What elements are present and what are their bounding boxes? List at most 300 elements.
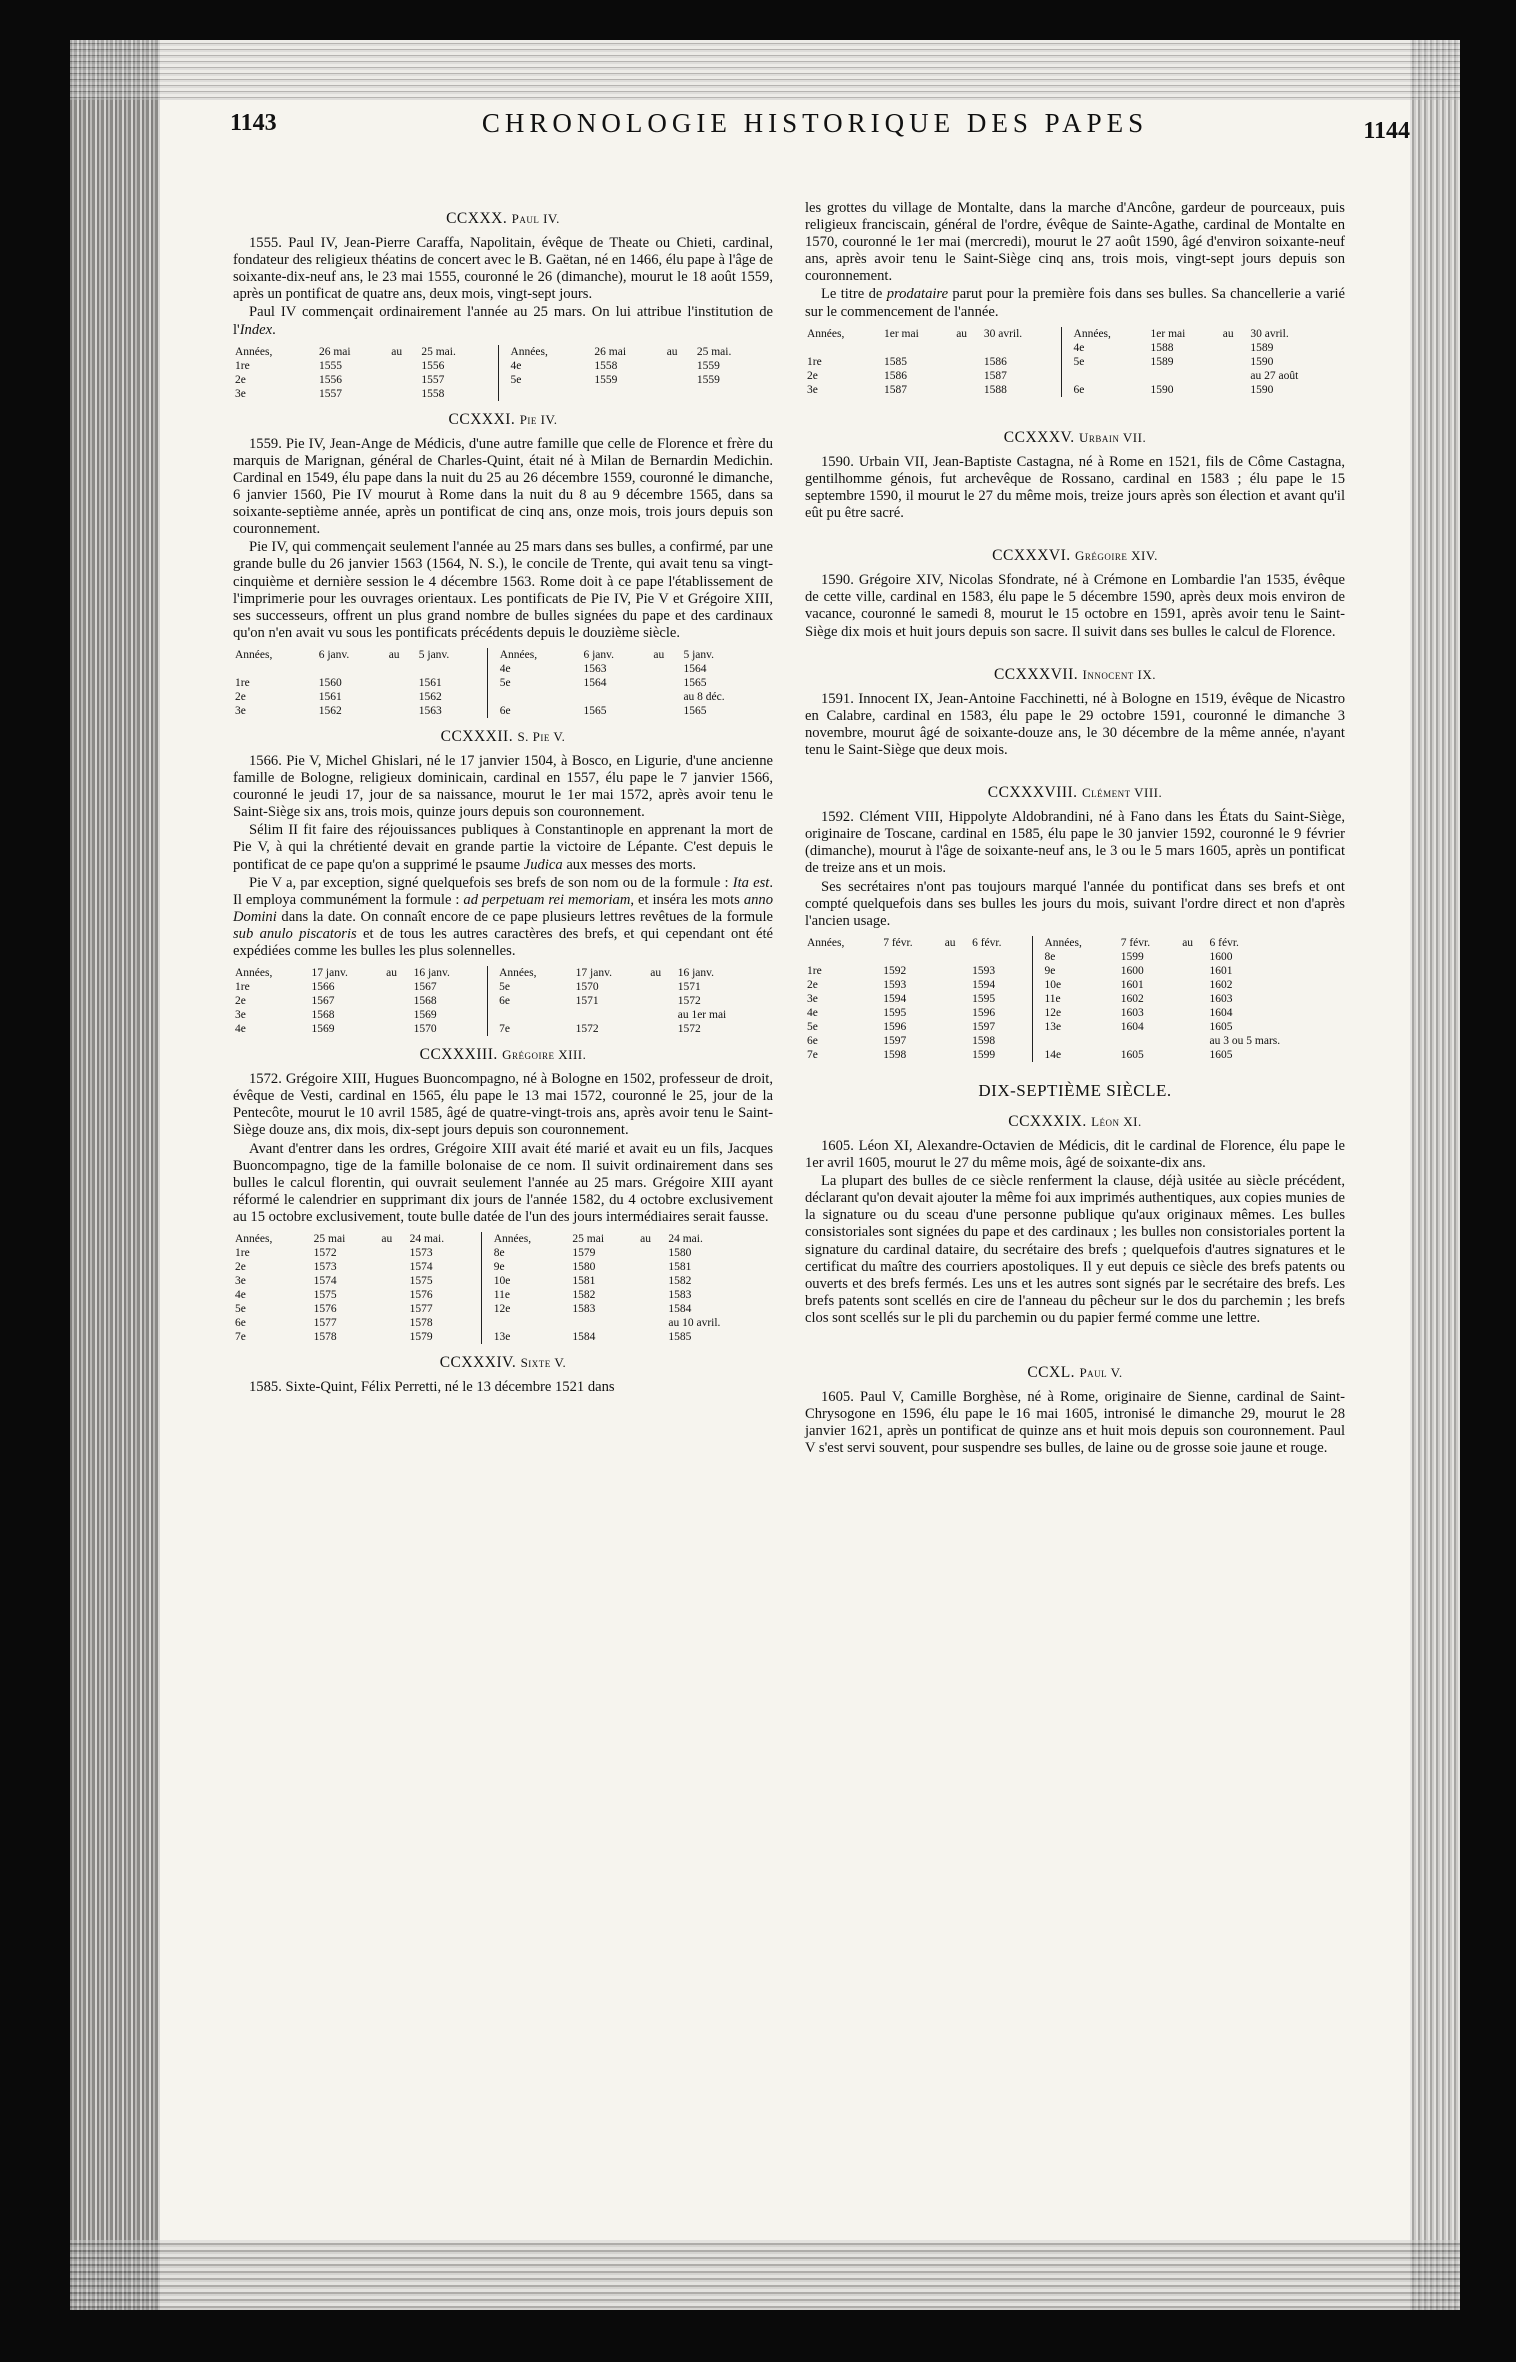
table-cell <box>417 662 488 676</box>
table-cell: 1582 <box>668 1275 692 1288</box>
table-cell: 1569 <box>413 1009 437 1022</box>
table-header-cell: 1er mai <box>1150 327 1186 340</box>
table-cell: 12e <box>493 1303 511 1316</box>
section-ccxxxii <box>233 728 773 1036</box>
paragraph: 1605. Léon XI, Alexandre-Octavien de Médicis, dit le cardinal de Florence, élu pape le 1er avril 1605, mourut le 27 du même mois, âgé de soixante-dix ans. <box>805 1138 1345 1172</box>
column-divider <box>487 1022 497 1036</box>
table-header-cell: 6 janv. <box>583 648 614 661</box>
table-cell <box>943 1020 970 1034</box>
table-header-cell: au <box>391 345 403 358</box>
section-heading: CCXXXV. Urbain VII. <box>1003 428 1147 446</box>
table-cell <box>638 1246 666 1260</box>
table-cell: 13e <box>1044 1020 1062 1033</box>
table-header-row <box>233 648 773 662</box>
table-cell: 13e <box>493 1331 511 1344</box>
table-row <box>805 964 1345 978</box>
column-divider <box>1032 978 1042 992</box>
table-cell: 6e <box>235 1317 246 1330</box>
table-cell: 1573 <box>409 1247 433 1260</box>
page-number-right: 1144 <box>1363 118 1410 144</box>
section-heading: CCXXX. Paul IV. <box>446 210 560 227</box>
table-cell <box>1180 1006 1207 1020</box>
table-cell: 1590 <box>1150 383 1174 396</box>
section-ccxxxiv-continued <box>805 200 1345 397</box>
table-cell <box>384 1022 411 1036</box>
table-cell: 1582 <box>572 1289 596 1302</box>
table-cell <box>1149 369 1221 383</box>
table-cell: 9e <box>1044 964 1056 977</box>
table-cell <box>648 994 675 1008</box>
table-cell: 2e <box>807 978 818 991</box>
table-cell: 1577 <box>409 1303 433 1316</box>
table-cell: 1563 <box>583 662 607 675</box>
paragraph: 1590. Grégoire XIV, Nicolas Sfondrate, né à Crémone en Lombardie l'an 1535, évêque de cette ville, cardinal en 1583, élu pape le 5 décembre 1590, après deux mois environ de vacance, couronné le samedi 8, mourut le 15 octobre en 1591, après avoir tenu le Saint-Siège dix mois et huit jours depuis son sacre. Il suivit dans ses bulles le calcul de Florence. <box>805 572 1345 640</box>
table-row <box>233 1246 773 1260</box>
table-header-cell: au <box>666 345 678 358</box>
table-cell <box>233 662 317 676</box>
table-header-cell: 16 janv. <box>413 967 450 980</box>
dates-table <box>805 936 1345 1062</box>
table-cell: 1594 <box>972 978 996 991</box>
table-cell: 5e <box>499 676 511 689</box>
table-header-cell: au <box>1222 327 1234 340</box>
table-cell: 1562 <box>418 690 442 703</box>
table-header-cell: 30 avril. <box>983 327 1023 340</box>
table-row <box>233 1008 773 1022</box>
table-cell: 1595 <box>972 992 996 1005</box>
table-cell <box>379 1302 407 1316</box>
table-cell <box>389 373 419 387</box>
table-cell <box>970 950 1032 964</box>
table-cell: 3e <box>235 1009 246 1022</box>
table-cell: 5e <box>1073 355 1085 368</box>
table-header-cell: 25 mai <box>313 1233 346 1246</box>
table-header-cell: Années, <box>235 1233 273 1246</box>
section-ccxxxvii <box>805 666 1345 759</box>
table-header-row <box>233 1232 773 1246</box>
table-cell: 1588 <box>983 383 1007 396</box>
section-ccxxx <box>233 210 773 401</box>
column-divider <box>487 980 497 994</box>
table-cell: 1576 <box>409 1289 433 1302</box>
table-row <box>233 1260 773 1274</box>
table-cell <box>389 359 419 373</box>
table-cell: 1587 <box>983 369 1007 382</box>
table-cell: 3e <box>807 383 818 396</box>
table-cell: 1574 <box>313 1275 337 1288</box>
table-row <box>805 1048 1345 1062</box>
table-cell: 1600 <box>1120 964 1144 977</box>
table-cell: 1604 <box>1120 1020 1144 1033</box>
table-cell: 5e <box>499 981 510 994</box>
table-cell <box>954 369 982 383</box>
column-divider <box>1032 1006 1042 1020</box>
table-cell <box>1042 1034 1118 1048</box>
table-cell: 1re <box>807 964 822 977</box>
table-cell: 1597 <box>972 1020 996 1033</box>
table-cell: au 1er mai <box>677 1009 727 1022</box>
table-cell: 1578 <box>409 1317 433 1330</box>
table-cell: au 8 déc. <box>683 690 725 703</box>
table-cell: 1556 <box>318 373 342 386</box>
table-cell: 1570 <box>413 1023 437 1036</box>
table-cell: 10e <box>493 1275 511 1288</box>
table-cell: 5e <box>807 1020 818 1033</box>
dates-table <box>233 345 773 401</box>
table-cell: 1571 <box>575 995 599 1008</box>
table-cell: 1565 <box>683 676 707 689</box>
table-header-cell: 25 mai. <box>421 345 456 358</box>
section-ccxxxv <box>805 429 1345 522</box>
table-cell: 1602 <box>1120 992 1144 1005</box>
table-cell <box>943 992 970 1006</box>
table-cell: 1569 <box>311 1023 335 1036</box>
table-cell <box>497 1008 574 1022</box>
table-cell: 1590 <box>1250 383 1274 396</box>
table-cell: 1597 <box>883 1034 907 1047</box>
table-cell: 1592 <box>883 964 907 977</box>
table-row <box>233 704 773 718</box>
table-row <box>233 1274 773 1288</box>
paragraph: 1559. Pie IV, Jean-Ange de Médicis, d'une autre famille que celle de Florence et frère du marquis de Marignan, général de Charles-Quint, était né à Milan de Bernardin Medichin. Cardinal en 1549, élu pape dans la nuit du 25 au 26 décembre 1559, couronné le dimanche, 6 janvier 1560, Pie IV mourut à Rome dans la nuit du 8 au 9 décembre 1565, dans sa soixante-septième année, après un pontificat de cinq ans, onze mois, trois jours depuis son couronnement. <box>233 435 773 538</box>
table-cell: 1583 <box>572 1303 596 1316</box>
table-header-row <box>805 936 1345 950</box>
table-cell: 1571 <box>677 981 701 994</box>
table-header-cell: 17 janv. <box>575 967 612 980</box>
table-row <box>233 690 773 704</box>
page-header <box>230 108 1410 148</box>
table-cell: 1560 <box>318 676 342 689</box>
table-header-cell: Années, <box>807 327 845 340</box>
table-cell <box>665 373 695 387</box>
column-divider <box>1062 383 1072 397</box>
table-cell: 1583 <box>668 1289 692 1302</box>
column-divider <box>498 387 508 401</box>
table-row <box>805 1034 1345 1048</box>
table-header-cell: 6 janv. <box>318 648 350 661</box>
table-cell <box>648 980 675 994</box>
table-header-cell: 25 mai <box>572 1233 605 1246</box>
paragraph: 1585. Sixte-Quint, Félix Perretti, né le 13 décembre 1521 dans <box>249 1379 615 1396</box>
century-heading: DIX-SEPTIÈME SIÈCLE. <box>978 1080 1172 1100</box>
paragraph: 1555. Paul IV, Jean-Pierre Caraffa, Napolitain, évêque de Theate ou Chieti, cardinal, fondateur des religieux théatins de concert avec le B. Gaëtan, né en 1466, élu pape à l'âge de soixante-dix-neuf ans, le 23 mai 1555, couronné le 26 (dimanche), mourut le 18 août 1559, après un pontificat de quatre ans, deux mois, vingt-sept jours. <box>233 235 773 303</box>
table-header-cell: Années, <box>235 967 273 980</box>
table-cell: 1565 <box>683 704 707 717</box>
table-cell <box>379 1246 407 1260</box>
table-header-cell: au <box>386 967 397 980</box>
table-cell: 1599 <box>972 1048 996 1061</box>
table-cell <box>1180 992 1207 1006</box>
table-cell <box>574 1008 649 1022</box>
column-divider <box>488 690 498 704</box>
table-cell <box>379 1330 407 1344</box>
table-cell: 9e <box>493 1261 505 1274</box>
table-cell <box>943 964 970 978</box>
table-cell: 1585 <box>668 1331 692 1344</box>
table-cell <box>651 676 681 690</box>
column-divider <box>1062 355 1072 369</box>
table-cell: 4e <box>235 1023 246 1036</box>
table-cell <box>1180 978 1207 992</box>
table-cell: 12e <box>1044 1006 1062 1019</box>
table-cell: 1598 <box>972 1034 996 1047</box>
table-cell: 1562 <box>318 704 342 717</box>
table-cell: 1574 <box>409 1261 433 1274</box>
table-header-cell: Années, <box>807 936 845 949</box>
table-cell: 1570 <box>575 981 599 994</box>
table-cell: 1598 <box>883 1048 907 1061</box>
table-cell <box>651 662 681 676</box>
dates-table <box>233 966 773 1036</box>
section-heading: CCXXXVIII. Clément VIII. <box>987 784 1163 802</box>
table-cell: 1605 <box>1120 1048 1144 1061</box>
table-cell: 1555 <box>318 359 342 372</box>
table-cell: 1556 <box>421 359 445 372</box>
table-cell <box>1180 1034 1207 1048</box>
table-cell: 1603 <box>1209 992 1233 1005</box>
table-cell <box>805 341 882 355</box>
table-row <box>805 992 1345 1006</box>
table-cell: 1593 <box>883 978 907 991</box>
table-cell <box>954 355 982 369</box>
table-cell <box>387 662 417 676</box>
table-cell <box>943 950 970 964</box>
column-right <box>805 200 1345 1459</box>
table-row <box>233 373 773 387</box>
section-ccxxxix <box>805 1113 1345 1327</box>
column-divider <box>488 704 498 718</box>
table-cell <box>1180 1048 1207 1062</box>
table-cell: 1581 <box>668 1261 692 1274</box>
table-cell: 4e <box>1073 341 1085 354</box>
table-cell: 5e <box>235 1303 246 1316</box>
table-header-cell: 1er mai <box>883 327 919 340</box>
column-divider <box>1032 950 1042 964</box>
table-cell <box>384 980 411 994</box>
paragraph: Paul IV commençait ordinairement l'année au 25 mars. On lui attribue l'institution de l'Index. <box>233 304 773 338</box>
table-row <box>805 369 1345 383</box>
table-cell: 4e <box>235 1289 246 1302</box>
table-cell: au 3 ou 5 mars. <box>1209 1034 1281 1047</box>
table-cell: 1605 <box>1209 1020 1233 1033</box>
table-cell: 14e <box>1044 1048 1062 1061</box>
table-row <box>233 1302 773 1316</box>
column-divider <box>487 994 497 1008</box>
table-cell: 1604 <box>1209 1006 1233 1019</box>
table-row <box>233 662 773 676</box>
table-row <box>805 1006 1345 1020</box>
table-cell: 3e <box>235 704 246 717</box>
column-divider <box>482 1260 492 1274</box>
column-divider <box>1032 992 1042 1006</box>
table-cell: 1586 <box>883 369 907 382</box>
table-cell <box>387 690 417 704</box>
table-row <box>805 1020 1345 1034</box>
table-cell: 1572 <box>677 995 701 1008</box>
table-header-cell: au <box>944 936 956 949</box>
column-divider <box>1062 369 1072 383</box>
dates-table <box>233 1232 773 1344</box>
table-cell: 1561 <box>418 676 442 689</box>
table-cell <box>943 1034 970 1048</box>
table-cell: 6e <box>499 995 510 1008</box>
column-divider <box>487 1008 497 1022</box>
table-cell: 1re <box>235 981 250 994</box>
paragraph: Pie V a, par exception, signé quelquefois ses brefs de son nom ou de la formule : Ita est. Il employa communément la formule : ad perpetuam rei memoriam, et inséra les mots anno Domini dans la date. On connaît encore de ce pape plusieurs lettres revêtues de la formule sub anulo piscatoris et de tous les autres caractères des brefs, et qui cependant ont été expédiées comme les bulles les plus solennelles. <box>233 874 773 959</box>
table-cell <box>1221 355 1249 369</box>
table-cell <box>1221 383 1249 397</box>
table-cell <box>943 978 970 992</box>
table-cell: 1589 <box>1150 355 1174 368</box>
table-header-cell: 5 janv. <box>418 648 450 661</box>
scan-edge-bottom <box>70 2240 1460 2310</box>
table-row <box>233 676 773 690</box>
column-divider <box>482 1246 492 1260</box>
scan-edge-left <box>70 40 160 2310</box>
table-header-cell: au <box>388 648 400 661</box>
table-cell <box>389 387 419 401</box>
table-cell: 1567 <box>413 981 437 994</box>
table-header-cell: 7 févr. <box>1120 936 1151 949</box>
table-cell <box>638 1288 666 1302</box>
column-divider <box>1062 327 1072 341</box>
table-header-cell: Années, <box>1073 327 1111 340</box>
column-divider <box>488 676 498 690</box>
table-cell <box>379 1274 407 1288</box>
column-divider <box>482 1288 492 1302</box>
table-cell <box>1119 1034 1181 1048</box>
table-header-cell: 7 févr. <box>883 936 913 949</box>
table-cell: 1575 <box>409 1275 433 1288</box>
table-row <box>233 1288 773 1302</box>
table-cell <box>387 704 417 718</box>
table-header-row <box>233 966 773 980</box>
table-row <box>233 1022 773 1036</box>
table-cell: 1600 <box>1209 950 1233 963</box>
table-header-cell: au <box>1182 936 1194 949</box>
table-cell: 1594 <box>883 992 907 1005</box>
table-cell: 8e <box>493 1247 505 1260</box>
table-cell: 1587 <box>883 383 907 396</box>
table-header-cell: 24 mai. <box>668 1233 703 1246</box>
table-cell: 6e <box>807 1034 818 1047</box>
paragraph: Pie IV, qui commençait seulement l'année au 25 mars dans ses bulles, a confirmé, par une grande bulle du 26 janvier 1563 (1564, N. S.), le concile de Trente, qui avait tenu sa vingt-cinquième et dernière session le 4 décembre 1563. Rome doit à ce pape l'établissement de l'imprimerie pour les ouvrages orientaux. Les pontificats de Pie IV, Pie V et Grégoire XIII, ses successeurs, offrent un plus grand nombre de bulles signées du pape et des cardinaux qu'on n'en avait vu sous les pontificats précédents depuis le douzième siècle. <box>233 539 773 641</box>
table-cell <box>492 1316 571 1330</box>
column-divider <box>482 1232 492 1246</box>
section-heading: CCXXXIV. Sixte V. <box>439 1354 567 1372</box>
table-header-cell: au <box>956 327 968 340</box>
table-cell: 1605 <box>1209 1048 1233 1061</box>
table-cell: 1557 <box>318 387 342 400</box>
table-cell: au 27 août <box>1250 369 1299 382</box>
table-header-cell: 26 mai <box>594 345 627 358</box>
table-cell: 4e <box>807 1006 818 1019</box>
table-cell: 1561 <box>318 690 342 703</box>
table-cell: 2e <box>235 690 246 703</box>
table-cell: 8e <box>1044 950 1056 963</box>
table-cell <box>881 950 943 964</box>
table-row <box>805 978 1345 992</box>
table-cell <box>379 1316 407 1330</box>
table-cell: 1568 <box>413 995 437 1008</box>
table-cell <box>387 676 417 690</box>
table-cell <box>638 1302 666 1316</box>
table-cell: 11e <box>1044 992 1061 1005</box>
running-title: CHRONOLOGIE HISTORIQUE DES PAPES <box>481 108 1149 138</box>
table-cell: 1568 <box>311 1009 335 1022</box>
column-divider <box>488 662 498 676</box>
table-cell <box>379 1260 407 1274</box>
table-cell <box>1221 341 1249 355</box>
table-cell <box>665 359 695 373</box>
table-cell <box>1072 369 1149 383</box>
table-cell: 1567 <box>311 995 335 1008</box>
table-cell <box>648 1008 675 1022</box>
table-header-cell: 25 mai. <box>696 345 732 358</box>
section-heading: CCXXXII. S. Pie V. <box>440 727 566 745</box>
table-cell <box>638 1260 666 1274</box>
table-header-cell: 24 mai. <box>409 1233 445 1246</box>
table-cell <box>954 341 982 355</box>
table-header-row <box>805 327 1345 341</box>
table-cell <box>651 704 681 718</box>
table-cell: 1559 <box>594 373 618 386</box>
section-heading: CCXXXIII. Grégoire XIII. <box>419 1046 587 1064</box>
section-ccxxxviii <box>805 784 1345 1062</box>
table-header-cell: Années, <box>499 967 537 980</box>
table-cell: 1603 <box>1120 1006 1144 1019</box>
table-cell <box>638 1274 666 1288</box>
table-cell: 7e <box>499 1023 510 1036</box>
table-cell: 2e <box>235 373 246 386</box>
paragraph: Sélim II fit faire des réjouissances publiques à Constantinople en apprenant la mort de Pie V, à qui la chrétienté devait en grande partie la victoire de Lépante. C'est depuis le pontificat de ce pape qu'on a supprimé le psaume Judica aux messes des morts. <box>233 822 773 873</box>
section-ccxxxiii <box>233 1046 773 1344</box>
table-row <box>805 355 1345 369</box>
table-cell <box>1221 369 1249 383</box>
table-cell: 6e <box>1073 383 1085 396</box>
table-cell: 1584 <box>668 1303 692 1316</box>
table-cell: 1580 <box>572 1261 596 1274</box>
column-divider <box>1062 341 1072 355</box>
column-divider <box>1032 1034 1042 1048</box>
table-row <box>233 980 773 994</box>
paragraph: Avant d'entrer dans les ordres, Grégoire XIII avait été marié et avait eu un fils, Jacques Buoncompagno, tige de la famille bolonaise de ce nom. Il suivit ordinairement dans ses bulles le calcul florentin, qui ouvrait seulement l'année au 25 mars. Grégoire XIII ayant réformé le calendrier en supprimant dix jours de l'année 1582, du 4 octobre exclusivement au 15 octobre exclusivement, toute bulle datée de l'un des jours intermédiaires serait fausse. <box>233 1140 773 1225</box>
table-header-cell: Années, <box>493 1233 532 1246</box>
table-cell: 1re <box>235 676 250 689</box>
column-divider <box>1032 1020 1042 1034</box>
table-cell <box>982 341 1062 355</box>
table-cell <box>498 690 582 704</box>
table-cell: 1566 <box>311 981 335 994</box>
table-cell: 4e <box>510 359 522 372</box>
table-row <box>233 1316 773 1330</box>
table-cell: 1564 <box>583 676 607 689</box>
table-cell <box>943 1006 970 1020</box>
table-cell: 11e <box>493 1289 510 1302</box>
table-cell: 1re <box>235 1247 250 1260</box>
paragraph: Ses secrétaires n'ont pas toujours marqué l'année du pontificat dans ses brefs et ont compté quelquefois dans ses bulles les jours du mois, suivant l'ordre direct et non d'après l'ancien usage. <box>805 878 1345 929</box>
table-cell: 1589 <box>1250 341 1274 354</box>
section-ccxl <box>805 1364 1345 1457</box>
table-cell: 1602 <box>1209 978 1233 991</box>
table-cell: 1579 <box>409 1331 433 1344</box>
table-row <box>805 950 1345 964</box>
table-cell: 2e <box>807 369 818 382</box>
table-cell: 3e <box>807 992 818 1005</box>
dates-table <box>805 327 1345 397</box>
table-cell: 1593 <box>972 964 996 977</box>
column-left <box>233 200 773 1397</box>
